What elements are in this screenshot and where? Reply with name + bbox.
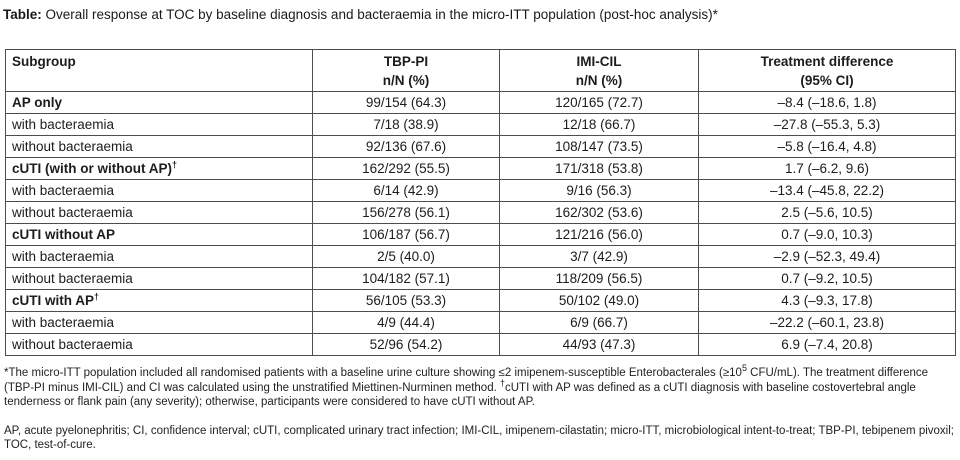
table-row: [6, 334, 956, 356]
subgroup-cell: [6, 92, 313, 114]
subgroup-sup: †: [171, 159, 177, 170]
imi-cell: 171/318 (53.8): [500, 158, 699, 180]
footnotes: [4, 363, 956, 453]
diff-cell: –27.8 (–55.3, 5.3): [699, 114, 956, 136]
table-row: [6, 136, 956, 158]
diff-cell: 6.9 (–7.4, 20.8): [699, 334, 956, 356]
subgroup-label: without bacteraemia: [12, 205, 133, 220]
subgroup-cell: [6, 334, 313, 356]
subgroup-label: with bacteraemia: [12, 315, 115, 330]
column-header-imi-cil-sub: n/N (%): [575, 73, 623, 88]
diff-cell: 0.7 (–9.2, 10.5): [699, 268, 956, 290]
tbp-cell: 104/182 (57.1): [313, 268, 500, 290]
column-header-treatment-difference: [699, 50, 956, 92]
subgroup-cell: [6, 224, 313, 246]
footnote-population: *The micro-ITT population included all randomised patients with a baseline urine culture showing ≤2 imipenem-susceptible Enterobacterales ($\ge 10^5$ CFU/mL). The treatment difference (TBP-PI minus IMI-CIL) and CI was calculated using the unstratified Miettinen-Nurminen method. †cUTI with AP was defined as a cUTI diagnosis with baseline costovertebral angle tenderness or flank pain (any severity); otherwise, participants were considered to have cUTI without AP.: [4, 363, 929, 409]
diff-cell: 0.7 (–9.0, 10.3): [699, 224, 956, 246]
table-body: [6, 92, 956, 356]
subgroup-label: cUTI with AP: [12, 293, 95, 308]
subgroup-cell: [6, 246, 313, 268]
table-title-text: Overall response at TOC by baseline diagnosis and bacteraemia in the micro-ITT population (post-hoc analysis)*: [45, 7, 718, 22]
header-row: [6, 50, 956, 92]
table-row: [6, 268, 956, 290]
subgroup-label: with bacteraemia: [12, 183, 115, 198]
imi-cell: 118/209 (56.5): [500, 268, 699, 290]
column-header-subgroup-label: Subgroup: [12, 54, 76, 69]
subgroup-label: cUTI without AP: [12, 227, 115, 242]
imi-cell: 12/18 (66.7): [500, 114, 699, 136]
imi-cell: 108/147 (73.5): [500, 136, 699, 158]
column-header-treatment-difference-sub: (95% CI): [800, 73, 854, 88]
table-row: [6, 202, 956, 224]
table-row: [6, 158, 956, 180]
subgroup-cell: [6, 180, 313, 202]
imi-cell: 121/216 (56.0): [500, 224, 699, 246]
subgroup-cell: [6, 290, 313, 312]
subgroup-cell: [6, 202, 313, 224]
tbp-cell: 156/278 (56.1): [313, 202, 500, 224]
imi-cell: 162/302 (53.6): [500, 202, 699, 224]
subgroup-cell: [6, 158, 313, 180]
tbp-cell: 92/136 (67.6): [313, 136, 500, 158]
imi-cell: 44/93 (47.3): [500, 334, 699, 356]
footnote-abbreviations: AP, acute pyelonephritis; CI, confidence interval; cUTI, complicated urinary tract infection; IMI-CIL, imipenem-cilastatin; micro-ITT, microbiological intent-to-treat; TBP-PI, tebipenem pivoxil; TOC, test-of-cure.: [4, 424, 954, 452]
table-row: [6, 290, 956, 312]
imi-cell: 50/102 (49.0): [500, 290, 699, 312]
column-header-tbp-pi-label: TBP-PI: [383, 54, 429, 69]
tbp-cell: 106/187 (56.7): [313, 224, 500, 246]
tbp-cell: 99/154 (64.3): [313, 92, 500, 114]
subgroup-label: with bacteraemia: [12, 117, 115, 132]
imi-cell: 9/16 (56.3): [500, 180, 699, 202]
tbp-cell: 2/5 (40.0): [313, 246, 500, 268]
column-header-subgroup: [6, 50, 313, 92]
subgroup-label: without bacteraemia: [12, 139, 133, 154]
subgroup-sup: †: [94, 291, 100, 302]
table-title: [3, 7, 956, 23]
diff-cell: –5.8 (–16.4, 4.8): [699, 136, 956, 158]
table-row: [6, 114, 956, 136]
diff-cell: –22.2 (–60.1, 23.8): [699, 312, 956, 334]
table-row: [6, 224, 956, 246]
diff-cell: 2.5 (–5.6, 10.5): [699, 202, 956, 224]
tbp-cell: 7/18 (38.9): [313, 114, 500, 136]
subgroup-label: cUTI (with or without AP): [12, 161, 172, 176]
column-header-tbp-pi: [313, 50, 500, 92]
table-row: [6, 180, 956, 202]
column-header-treatment-difference-label: Treatment difference: [760, 54, 894, 69]
diff-cell: 4.3 (–9.3, 17.8): [699, 290, 956, 312]
subgroup-cell: [6, 312, 313, 334]
tbp-cell: 56/105 (53.3): [313, 290, 500, 312]
column-header-imi-cil: [500, 50, 699, 92]
subgroup-label: AP only: [12, 95, 63, 110]
table-row: [6, 92, 956, 114]
tbp-cell: 4/9 (44.4): [313, 312, 500, 334]
table-row: [6, 246, 956, 268]
table-title-label: Table:: [3, 7, 42, 22]
tbp-cell: 6/14 (42.9): [313, 180, 500, 202]
tbp-cell: 52/96 (54.2): [313, 334, 500, 356]
imi-cell: 120/165 (72.7): [500, 92, 699, 114]
results-table: [5, 49, 956, 356]
subgroup-cell: [6, 136, 313, 158]
table-row: [6, 312, 956, 334]
subgroup-label: with bacteraemia: [12, 249, 115, 264]
column-header-tbp-pi-sub: n/N (%): [382, 73, 430, 88]
subgroup-label: without bacteraemia: [12, 337, 133, 352]
diff-cell: 1.7 (–6.2, 9.6): [699, 158, 956, 180]
column-header-imi-cil-label: IMI-CIL: [576, 54, 622, 69]
diff-cell: –13.4 (–45.8, 22.2): [699, 180, 956, 202]
diff-cell: –2.9 (–52.3, 49.4): [699, 246, 956, 268]
subgroup-cell: [6, 268, 313, 290]
imi-cell: 6/9 (66.7): [500, 312, 699, 334]
diff-cell: –8.4 (–18.6, 1.8): [699, 92, 956, 114]
subgroup-cell: [6, 114, 313, 136]
imi-cell: 3/7 (42.9): [500, 246, 699, 268]
tbp-cell: 162/292 (55.5): [313, 158, 500, 180]
subgroup-label: without bacteraemia: [12, 271, 133, 286]
